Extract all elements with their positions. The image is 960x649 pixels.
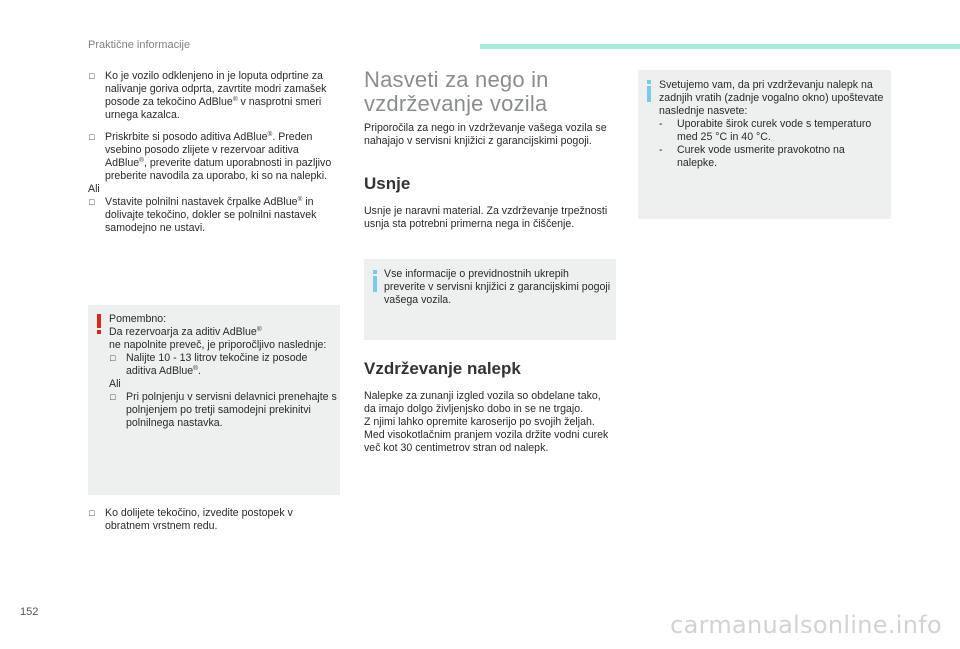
list-item: [88, 196, 340, 235]
or-label: Ali: [88, 183, 100, 195]
section-label: Praktične informacije: [88, 39, 191, 51]
list-item: [659, 118, 887, 144]
bullet-icon: □: [89, 508, 95, 518]
page-title: Nasveti za nego in vzdrževanje vozila: [364, 67, 549, 116]
intro-paragraph: Priporočila za nego in vzdrževanje vašega vozila se nahajajo v servisni knjižici z garancijskimi pogoji.: [364, 122, 607, 147]
bullet-icon: □: [89, 71, 95, 81]
leather-paragraph: Usnje je naravni material. Za vzdrževanje trpežnosti usnja sta potrebni primerna nega in čiščenje.: [364, 205, 608, 230]
header-accent-bar: [480, 44, 960, 49]
step-text: Ko dolijete tekočino, izvedite postopek v obratnem vrstnem redu.: [105, 507, 293, 532]
info-icon: [644, 79, 654, 103]
info-intro: Svetujemo vam, da pri vzdrževanju nalepk na zadnjih vratih (zadnje vogalno okno) upoštevate naslednje nasvete:: [659, 79, 884, 117]
list-item: [88, 507, 340, 533]
or-label: Ali: [109, 378, 121, 390]
bullet-icon: □: [89, 132, 95, 142]
warning-line: Da rezervoarja za aditiv AdBlue®: [109, 326, 262, 338]
column-left: [88, 70, 340, 235]
dash-icon: -: [659, 118, 663, 130]
warning-title: Pomembno:: [109, 313, 167, 325]
list-item: [109, 352, 337, 378]
stickers-paragraph: Z njimi lahko opremite karoserijo po svojih željah.: [364, 416, 595, 428]
heading-leather: Usnje: [364, 174, 411, 193]
list-item: [109, 391, 337, 430]
warning-box: [88, 305, 340, 495]
info-item: Curek vode usmerite pravokotno na nalepke.: [677, 144, 845, 169]
watermark: carmanualsonline.info: [670, 611, 942, 639]
info-text: Vse informacije o previdnostnih ukrepih preverite v servisni knjižici z garancijskimi pogoji vašega vozila.: [384, 268, 611, 306]
warning-item: Pri polnjenju v servisni delavnici prenehajte s polnjenjem po tretji samodejni prekinitvi polnilnega nastavka.: [126, 391, 337, 429]
list-item: [88, 70, 340, 122]
bullet-icon: □: [110, 353, 116, 363]
dash-icon: -: [659, 144, 663, 156]
list-item: [88, 131, 340, 183]
bullet-icon: □: [110, 392, 116, 402]
list-item: [659, 144, 887, 170]
stickers-text: [364, 390, 614, 455]
bullet-icon: □: [89, 197, 95, 207]
heading-stickers: Vzdrževanje nalepk: [364, 359, 521, 378]
info-icon: [370, 269, 380, 293]
warning-line: ne napolnite preveč, je priporočljivo naslednje:: [109, 339, 327, 351]
info-item: Uporabite širok curek vode s temperaturo med 25 °C in 40 °C.: [677, 118, 872, 143]
column-left-bottom: [88, 507, 340, 533]
info-box-stickers: [638, 70, 891, 219]
step-text: Priskrbite si posodo aditiva AdBlue®. Preden vsebino posodo zlijete v rezervoar aditiva AdBlue®, preverite datum uporabnosti in pazljivo preberite navodila za uporabo, ki so na nalepki.: [105, 131, 332, 182]
info-box-leather: [364, 259, 616, 340]
step-text: Ko je vozilo odklenjeno in je loputa odprtine za nalivanje goriva odprta, zavrtite modri zamašek posode za tekočino AdBlue® v nasprotni smeri urnega kazalca.: [105, 70, 327, 121]
step-text: Vstavite polnilni nastavek črpalke AdBlue® in dolivajte tekočino, dokler se polnilni nastavek samodejno ne ustavi.: [105, 196, 317, 234]
warning-item: Nalijte 10 - 13 litrov tekočine iz posode aditiva AdBlue®.: [126, 352, 308, 377]
stickers-paragraph: Nalepke za zunanji izgled vozila so obdelane tako, da imajo dolgo življenjsko dobo in se ne trgajo.: [364, 390, 601, 415]
stickers-paragraph: Med visokotlačnim pranjem vozila držite vodni curek več kot 30 centimetrov stran od nalepk.: [364, 429, 609, 454]
alert-exclamation-icon: [94, 313, 104, 335]
page-number: 152: [20, 606, 39, 618]
